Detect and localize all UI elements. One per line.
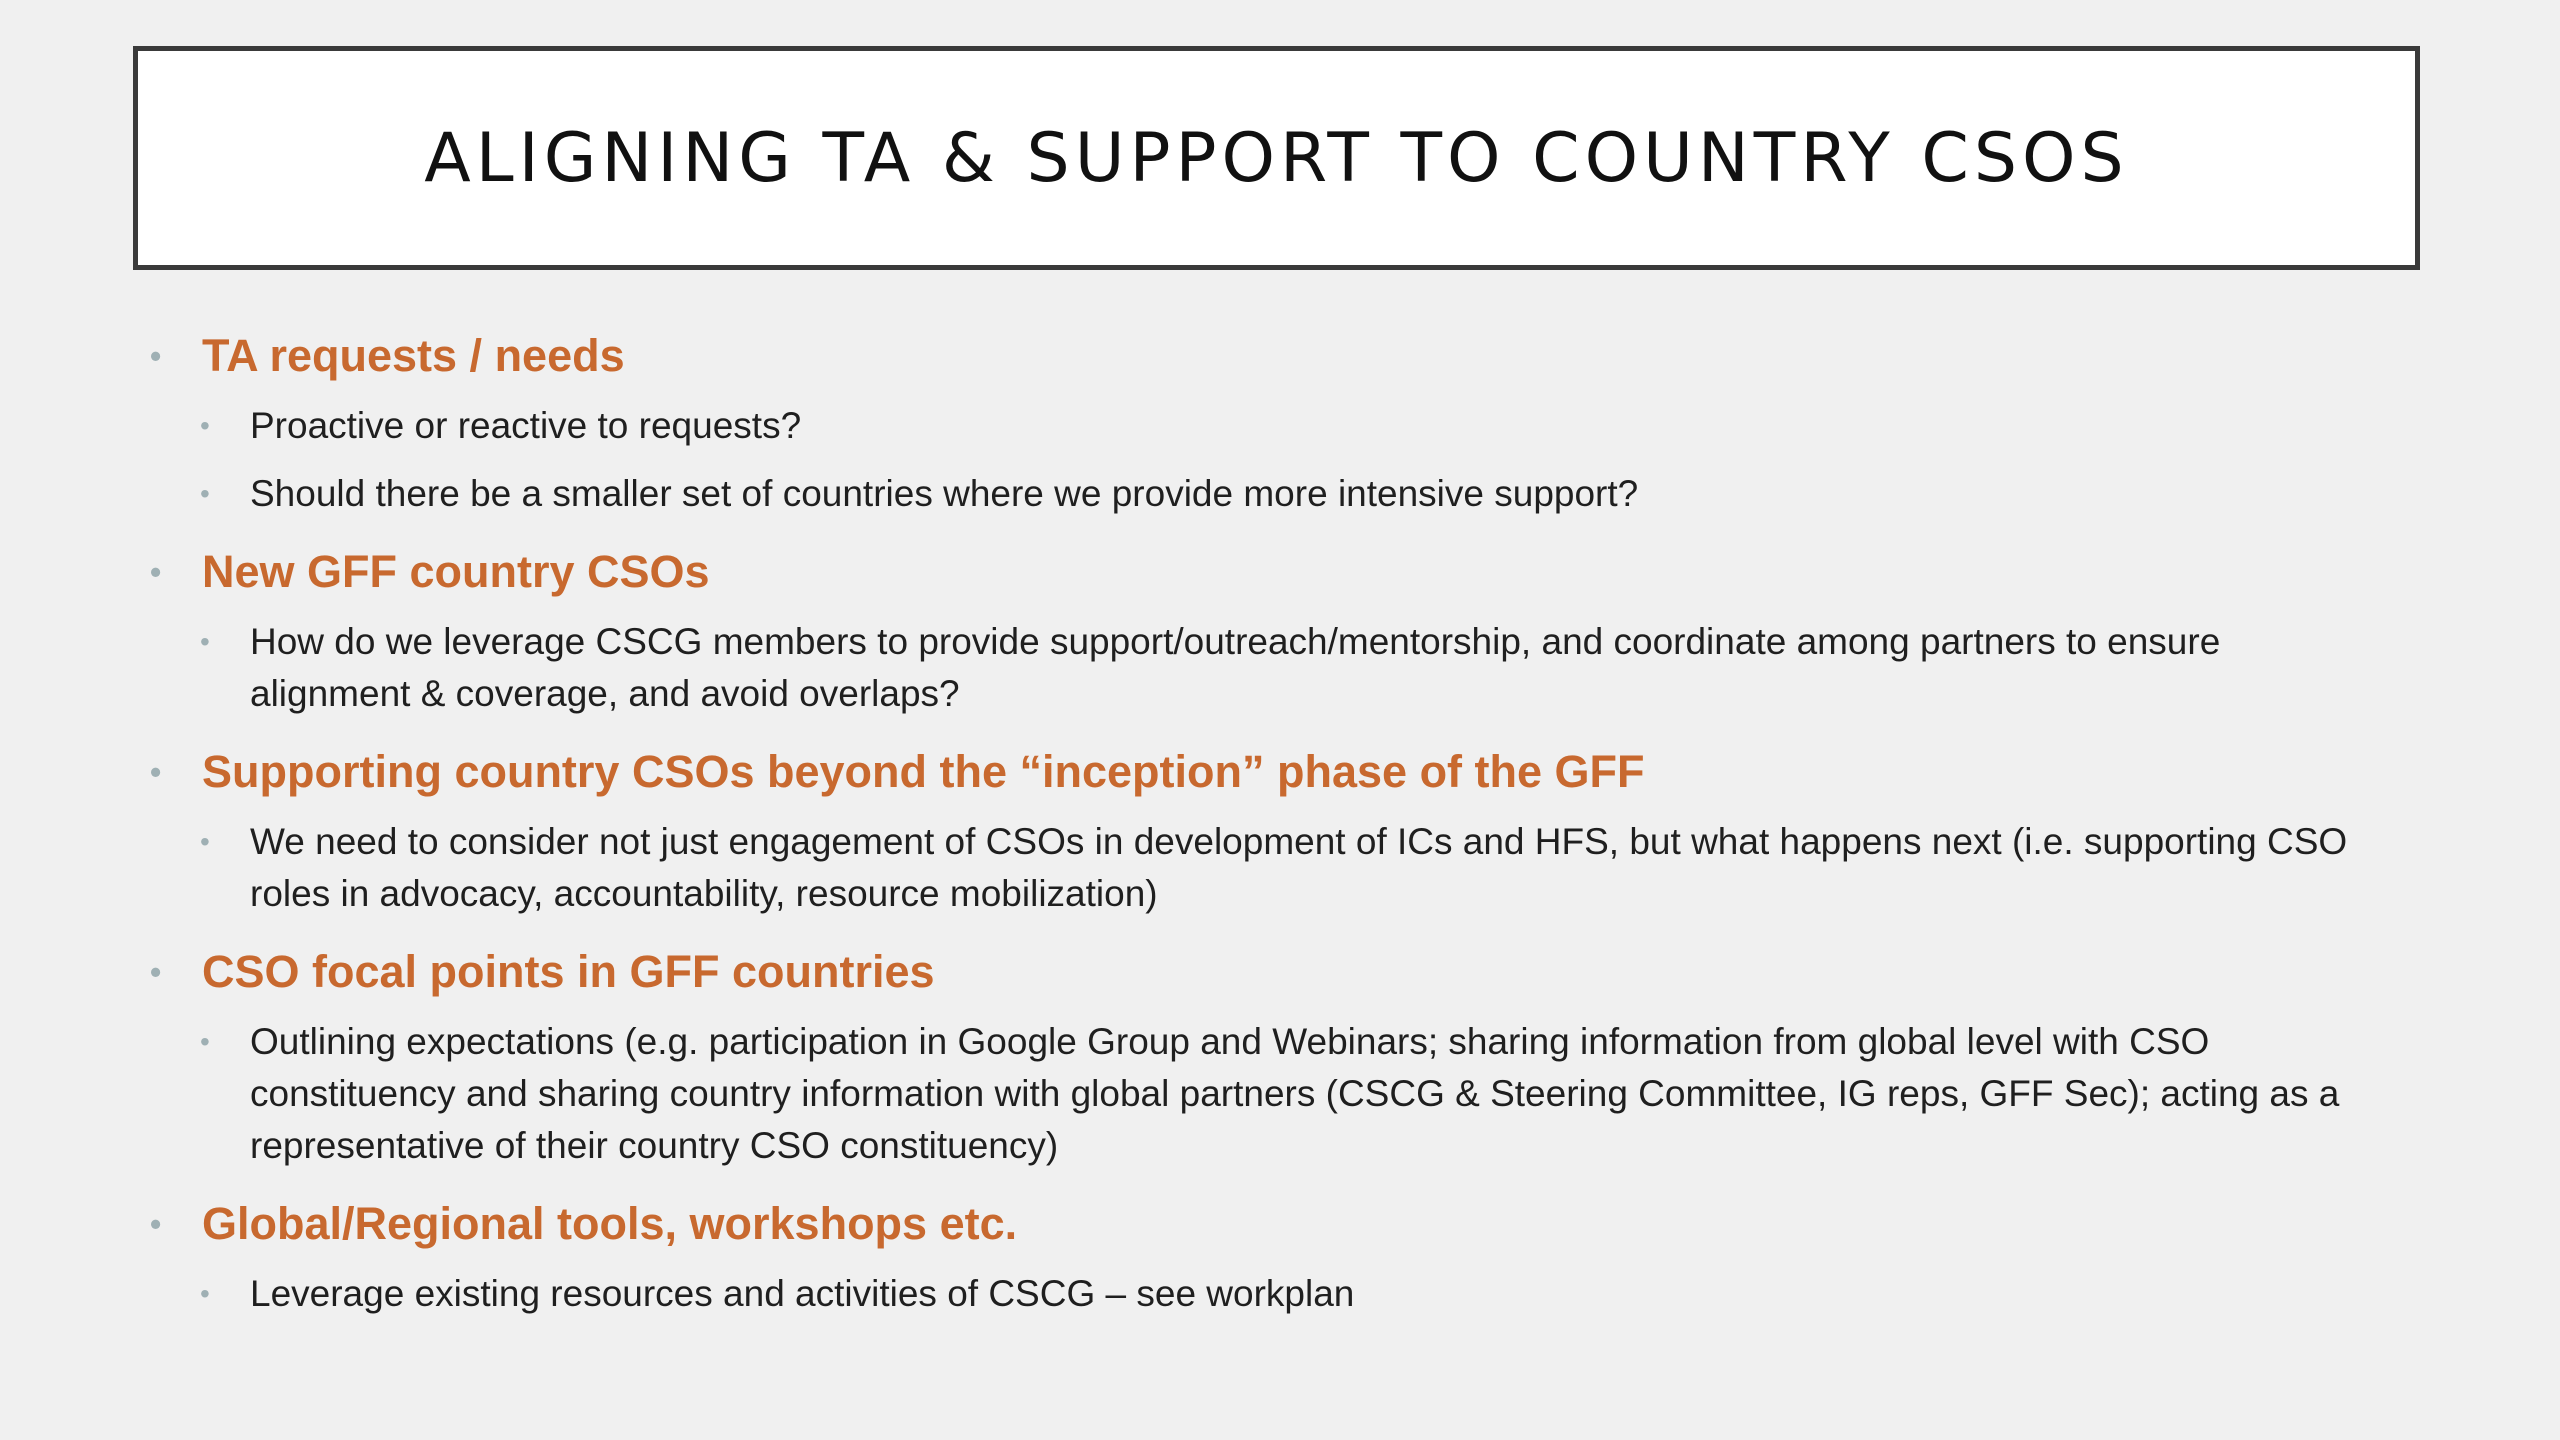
bullet-item-text: Outlining expectations (e.g. participation in Google Group and Webinars; sharing information from global level with CSO constituency and sharing country information with global partners (CSCG & Steering Committee, IG reps, GFF Sec); acting as a representative of their country CSO constituency) (250, 1021, 2340, 1166)
bullet-item-text: We need to consider not just engagement of CSOs in development of ICs and HFS, but what happens next (i.e. supporting CSO roles in advocacy, accountability, resource mobilization) (250, 821, 2348, 914)
section-global-regional-tools (150, 1188, 2390, 1320)
bullet-item (150, 816, 2390, 920)
bullet-icon: • (200, 826, 210, 857)
bullet-item (150, 616, 2390, 720)
bullet-icon: • (200, 1026, 210, 1057)
bullet-icon: • (150, 338, 162, 374)
section-ta-requests (150, 320, 2390, 520)
bullet-item-text: Proactive or reactive to requests? (250, 405, 802, 446)
bullet-item-text: Should there be a smaller set of countries where we provide more intensive support? (250, 473, 1639, 514)
bullet-item (150, 1016, 2390, 1172)
section-heading-text: New GFF country CSOs (202, 546, 710, 597)
bullet-icon: • (200, 410, 210, 441)
bullet-item (150, 468, 2390, 520)
bullet-icon: • (150, 754, 162, 790)
section-heading-text: CSO focal points in GFF countries (202, 946, 935, 997)
section-heading-text: TA requests / needs (202, 330, 625, 381)
title-box (133, 46, 2420, 270)
bullet-icon: • (150, 1206, 162, 1242)
bullet-item-text: Leverage existing resources and activities of CSCG – see workplan (250, 1273, 1355, 1314)
slide-content (150, 320, 2390, 1336)
section-heading-text: Global/Regional tools, workshops etc. (202, 1198, 1018, 1249)
bullet-icon: • (200, 626, 210, 657)
section-heading (150, 536, 2390, 608)
slide-title: ALIGNING TA & SUPPORT TO COUNTRY CSOS (424, 118, 2129, 198)
section-cso-focal-points (150, 936, 2390, 1172)
bullet-icon: • (200, 1278, 210, 1309)
section-supporting-country-csos (150, 736, 2390, 920)
bullet-item-text: How do we leverage CSCG members to provide support/outreach/mentorship, and coordinate among partners to ensure alignment & coverage, and avoid overlaps? (250, 621, 2221, 714)
section-heading (150, 320, 2390, 392)
section-heading (150, 1188, 2390, 1260)
bullet-icon: • (200, 478, 210, 509)
section-heading-text: Supporting country CSOs beyond the “inception” phase of the GFF (202, 746, 1645, 797)
bullet-item (150, 400, 2390, 452)
bullet-icon: • (150, 954, 162, 990)
section-new-gff-country-csos (150, 536, 2390, 720)
section-heading (150, 736, 2390, 808)
bullet-item (150, 1268, 2390, 1320)
section-heading (150, 936, 2390, 1008)
bullet-icon: • (150, 554, 162, 590)
